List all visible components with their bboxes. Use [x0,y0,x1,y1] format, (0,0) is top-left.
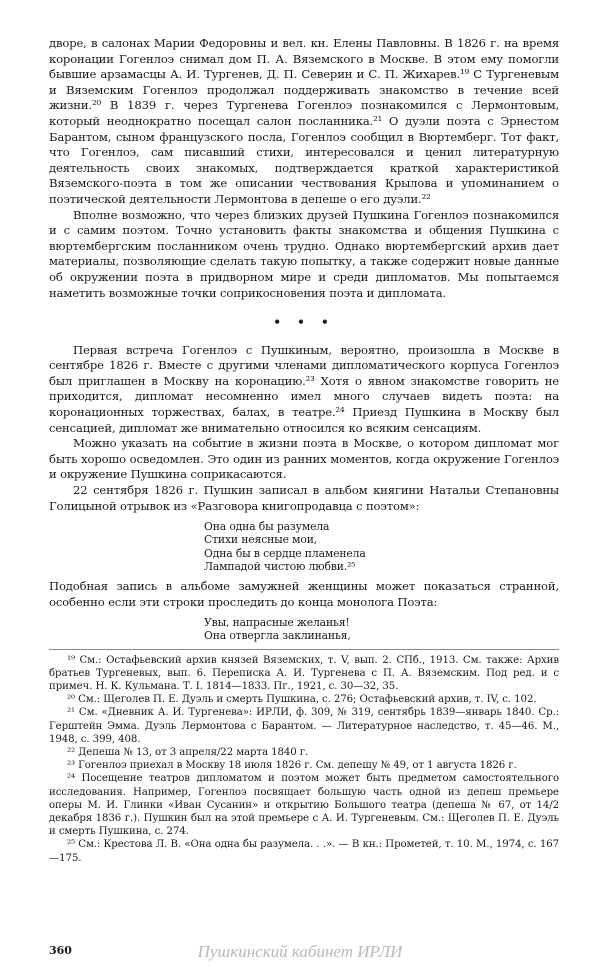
page-number: 360 [49,944,72,957]
poem-line: Лампадой чистою любви.²⁵ [204,559,356,573]
poem-line: Она отвергла заклинанья, [204,629,351,643]
paragraph: Вполне возможно, что через близких друзей Пушкина Гогенлоэ познакомился и с самим поэтом. Точно установить факты знакомства и общения Пушкина с вюртембергским посланником очень трудно. Однако вюртембергский архив дает материалы, позволяющие сделать такую попытку, а также содержит новые данные об окружении поэта в придворном мире и среди дипломатов. Мы попытаемся наметить возможные точки соприкосновения поэта и дипломата. [49,207,559,300]
footnote: ²³ Гогенлоэ приехал в Москву 18 июля 1826 г. См. депешу № 49, от 1 августа 1826 г. [67,760,517,772]
poem-quote [204,520,559,573]
paragraph: дворе, в салонах Марии Федоровны и вел. кн. Елены Павловны. В 1826 г. на время коронации Гогенлоэ снимал дом П. А. Вяземского в Москве. В этом ему помогли бывшие арзамасцы А. И. Тургенев, Д. П. Северин и С. П. Жихарев.¹⁹ С Тургеневым и Вяземским Гогенлоэ продолжал поддерживать знакомство в течение всей жизни.²⁰ В 1839 г. через Тургенева Гогенлоэ познакомился с Лермонтовым, который неоднократно посещал салон посланника.²¹ О дуэли поэта с Эрнестом Барантом, сыном французского посла, Гогенлоэ сообщил в Вюртемберг. Тот факт, что Гогенлоэ, сам писавший стихи, интересовался и ценил литературную деятельность своих знакомых, подтверждается краткой характеристикой Вяземского-поэта в том же описании чествования Крылова и упоминанием о поэтической деятельности Лермонтова в депеше о его дуэли.²² [49,36,559,206]
watermark: Пушкинский кабинет ИРЛИ [197,942,403,961]
footnote: ¹⁹ См.: Остафьевский архив князей Вяземских, т. V, вып. 2. СПб., 1913. См. также: Архив братьев Тургеневых, вып. 6. Переписка А. И. Тургенева с П. А. Вяземским. Под ред. и с примеч. Н. К. Кульмана. Т. I. 1814—1833. Пг., 1921, с. 30—32, 35. [49,654,559,693]
poem-quote [204,616,559,642]
footnote: ²¹ См. «Дневник А. И. Тургенева»: ИРЛИ, ф. 309, № 319, сентябрь 1839—январь 1840. Ср.: Герштейн Эмма. Дуэль Лермонтова с Барантом. — Литературное наследство, т. 45—46. М., 1948, с. 399, 408. [49,707,559,745]
paragraph: Подобная запись в альбоме замужней женщины может показаться странной, особенно если эти строки проследить до конца монолога Поэта: [49,579,559,609]
footnote: ²⁴ Посещение театров дипломатом и поэтом может быть предметом самостоятельного исследования. Например, Гогенлоэ посвящает большую часть одной из депеш премьере оперы М. И. Глинки «Иван Сусанин» и открытию Большого театра (депеша № 67, от 14/2 декабря 1836 г.). Пушкин был на этой премьере с А. И. Тургеневым. См.: Щеголев П. Е. Дуэль и смерть Пушкина, с. 274. [49,773,559,838]
poem-line: Одна бы в сердце пламенела [204,546,366,560]
footnote: ²⁰ См.: Щеголев П. Е. Дуэль и смерть Пушкина, с. 276; Остафьевский архив, т. IV, с. 102. [67,694,537,706]
main-text [49,36,559,643]
section-separator: • • • [273,315,335,330]
footnote: ²² Депеша № 13, от 3 апреля/22 марта 1840 г. [67,747,309,759]
footnotes [49,649,559,865]
poem-line: Стихи неясные мои, [204,533,318,547]
paragraph: 22 сентября 1826 г. Пушкин записал в альбом княгини Натальи Степановны Голицыной отрывок из «Разговора книгопродавца с поэтом»: [49,483,559,513]
poem-line: Увы, напрасные желанья! [204,616,350,630]
paragraph: Первая встреча Гогенлоэ с Пушкиным, вероятно, произошла в Москве в сентябре 1826 г. Вместе с другими членами дипломатического корпуса Гогенлоэ был приглашен в Москву на коронацию.²³ Хотя о явном знакомстве говорить не приходится, дипломат несомненно имел много случаев видеть поэта: на коронационных торжествах, балах, в театре.²⁴ Приезд Пушкина в Москву был сенсацией, дипломат же внимательно относился ко всяким сенсациям. [49,342,559,435]
paragraph: Можно указать на событие в жизни поэта в Москве, о котором дипломат мог быть хорошо осведомлен. Это один из ранних моментов, когда окружение Гогенлоэ и окружение Пушкина соприкасаются. [49,436,559,482]
page-content [49,36,559,865]
footnote: ²⁵ См.: Крестова Л. В. «Она одна бы разумела. . .». — В кн.: Прометей, т. 10. М., 1974, с. 167—175. [49,839,559,864]
poem-line: Она одна бы разумела [204,520,330,534]
